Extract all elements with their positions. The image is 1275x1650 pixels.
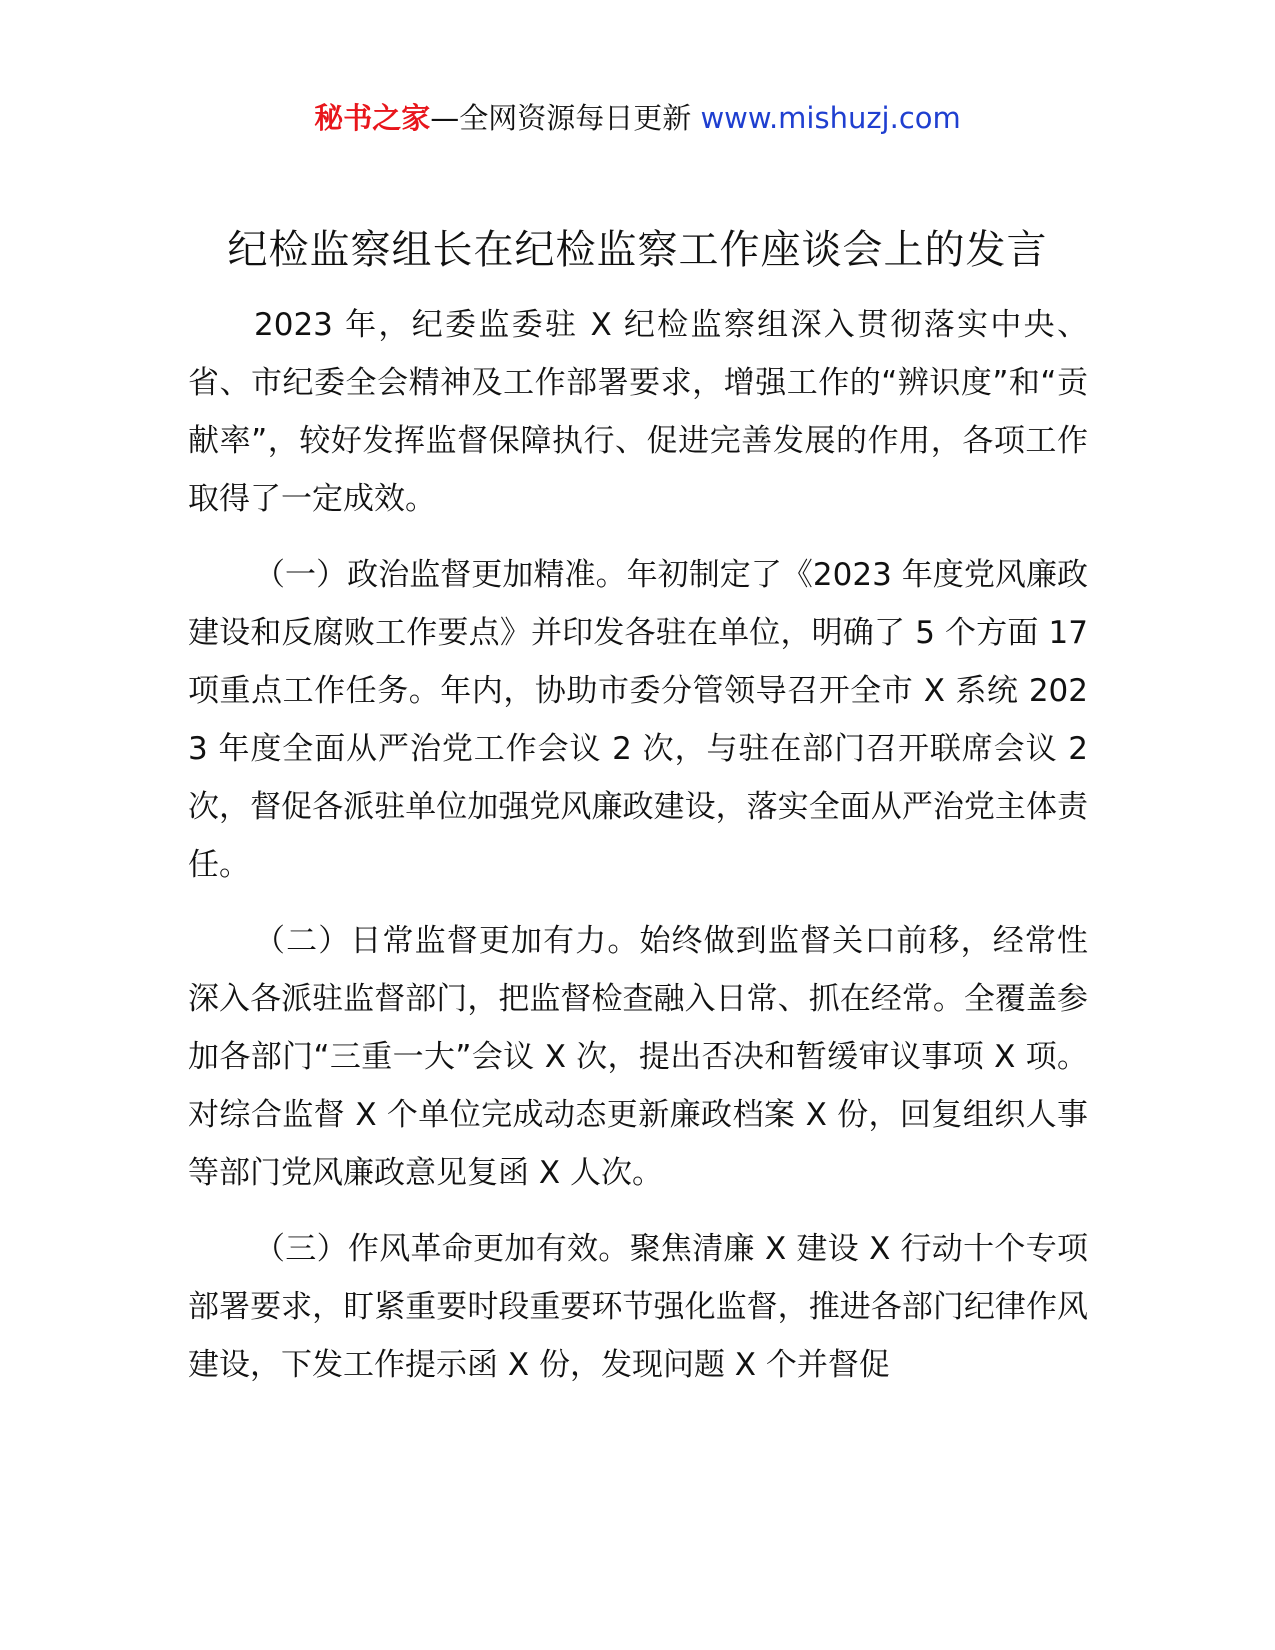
header-slogan: —全网资源每日更新 xyxy=(430,101,692,135)
paragraph-daily-supervision: （二）日常监督更加有力。始终做到监督关口前移，经常性深入各派驻监督部门，把监督检查融入日常、抓在经常。全覆盖参加各部门“三重一大”会议 X 次，提出否决和暂缓审议事项 X 项。对综合监督 X 个单位完成动态更新廉政档案 X 份，回复组织人事等部门党风廉政意见复函 X 人次。 xyxy=(188,923,1088,1191)
paragraph-intro: 2023 年，纪委监委驻 X 纪检监察组深入贯彻落实中央、省、市纪委全会精神及工作部署要求，增强工作的“辨识度”和“贡献率”，较好发挥监督保障执行、促进完善发展的作用，各项工作取得了一定成效。 xyxy=(188,307,1088,517)
document-title: 纪检监察组长在纪检监察工作座谈会上的发言 xyxy=(227,227,1048,273)
site-url-link[interactable]: www.mishuzj.com xyxy=(700,101,961,135)
document-body xyxy=(188,296,1088,1412)
brand-name: 秘书之家 xyxy=(314,101,431,135)
paragraph-work-style: （三）作风革命更加有效。聚焦清廉 X 建设 X 行动十个专项部署要求，盯紧重要时段重要环节强化监督，推进各部门纪律作风建设，下发工作提示函 X 份，发现问题 X 个并督促 xyxy=(188,1231,1088,1383)
paragraph-political-supervision: （一）政治监督更加精准。年初制定了《2023 年度党风廉政建设和反腐败工作要点》并印发各驻在单位，明确了 5 个方面 17 项重点工作任务。年内，协助市委分管领导召开全市 X 系统 2023 年度全面从严治党工作会议 2 次，与驻在部门召开联席会议 2 次，督促各派驻单位加强党风廉政建设，落实全面从严治党主体责任。 xyxy=(188,557,1088,883)
site-header xyxy=(0,96,1275,140)
